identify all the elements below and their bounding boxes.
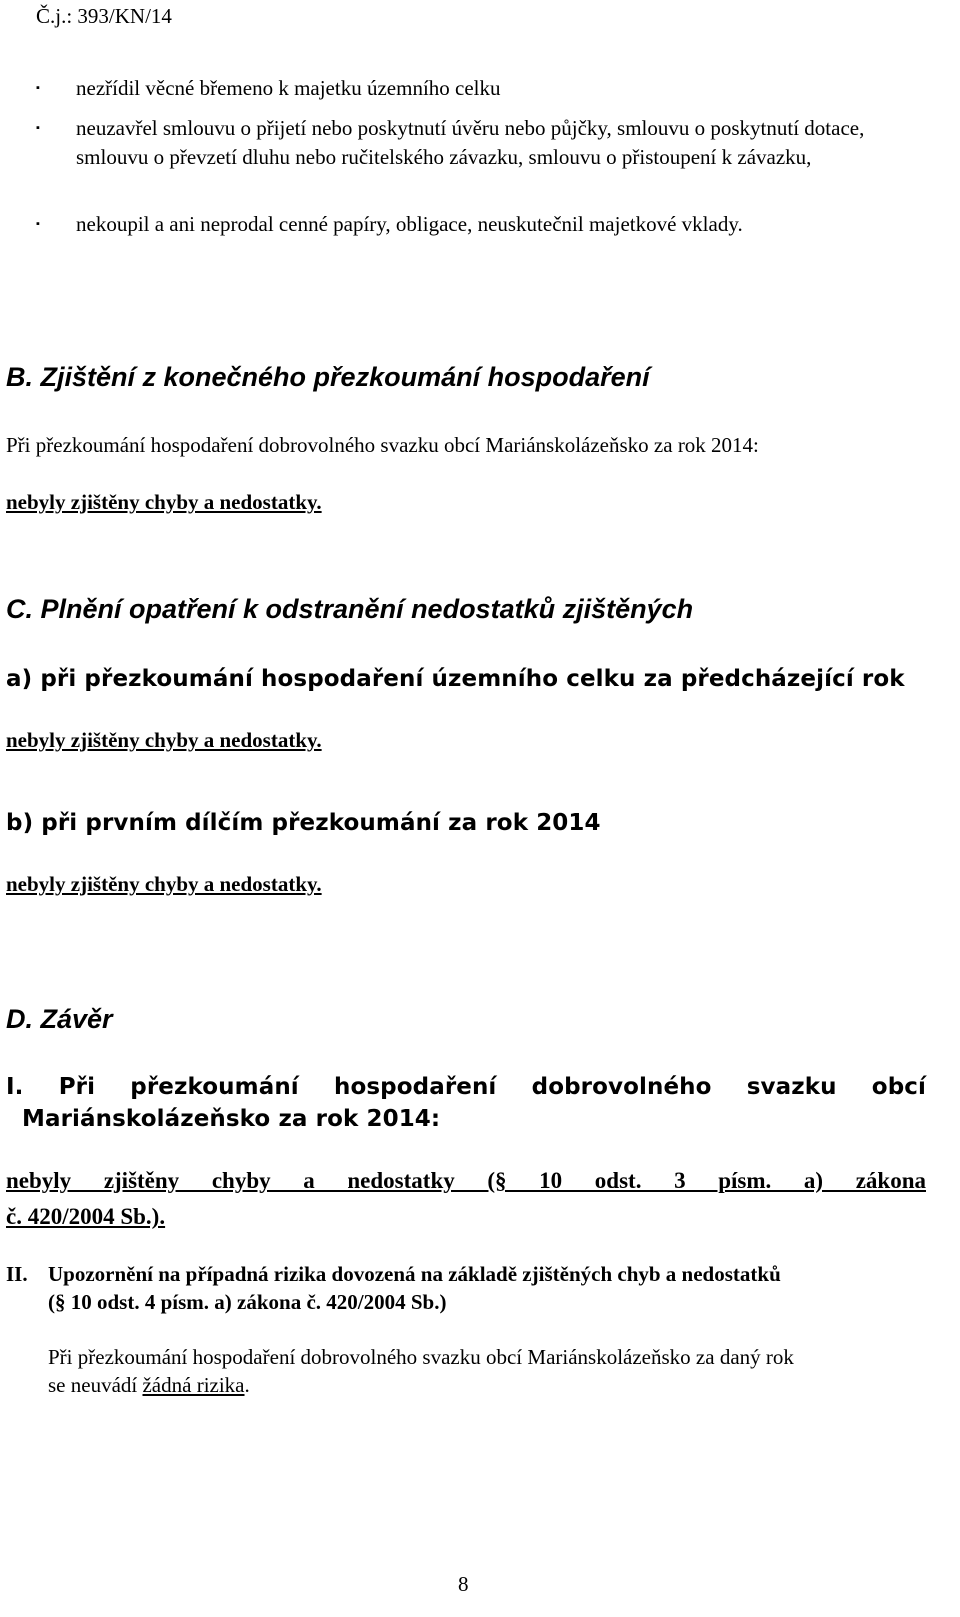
bullet-icon: ▪ bbox=[36, 82, 40, 94]
section-c-sub-b-result: nebyly zjištěny chyby a nedostatky. bbox=[6, 872, 322, 896]
bullet-icon: ▪ bbox=[36, 218, 40, 230]
text-suffix: . bbox=[244, 1373, 250, 1397]
conclusion-point-2-numeral: II. bbox=[6, 1262, 28, 1286]
conclusion-point-2-title-line2: (§ 10 odst. 4 písm. a) zákona č. 420/2004 Sb.) bbox=[48, 1290, 447, 1314]
section-c-sub-b-title: b) při prvním dílčím přezkoumání za rok 2014 bbox=[6, 810, 601, 836]
conclusion-point-1-line1: I. Při přezkoumání hospodaření dobrovolného svazku obcí bbox=[6, 1074, 926, 1100]
conclusion-point-2-text-line2 bbox=[48, 1370, 250, 1400]
no-risks-text: žádná rizika bbox=[142, 1373, 245, 1397]
conclusion-point-1-result-line1: nebyly zjištěny chyby a nedostatky (§ 10 odst. 3 písm. a) zákona bbox=[6, 1168, 926, 1193]
conclusion-point-1-line2: Mariánskolázeňsko za rok 2014: bbox=[22, 1106, 441, 1132]
conclusion-point-1-result-line2: č. 420/2004 Sb.). bbox=[6, 1204, 166, 1229]
section-c-heading: C. Plnění opatření k odstranění nedostatků zjištěných bbox=[6, 594, 694, 624]
list-item bbox=[36, 208, 936, 241]
list-item bbox=[36, 114, 930, 172]
section-b-heading: B. Zjištění z konečného přezkoumání hospodaření bbox=[6, 362, 650, 392]
conclusion-point-2-title-line1: Upozornění na případná rizika dovozená na základě zjištěných chyb a nedostatků bbox=[48, 1262, 781, 1286]
section-b-intro: Při přezkoumání hospodaření dobrovolného svazku obcí Mariánskolázeňsko za rok 2014: bbox=[6, 433, 759, 457]
bullet-icon: ▪ bbox=[36, 122, 40, 134]
section-c-sub-a-result: nebyly zjištěny chyby a nedostatky. bbox=[6, 728, 322, 752]
page-number: 8 bbox=[458, 1572, 469, 1596]
text-prefix: se neuvádí bbox=[48, 1373, 143, 1397]
section-b-result: nebyly zjištěny chyby a nedostatky. bbox=[6, 490, 322, 514]
list-item-text: nezřídil věcné břemeno k majetku územního celku bbox=[76, 76, 501, 100]
list-item bbox=[36, 72, 936, 105]
section-c-sub-a-title: a) při přezkoumání hospodaření územního celku za předcházející rok bbox=[6, 666, 905, 692]
reference-number: Č.j.: 393/KN/14 bbox=[36, 4, 172, 28]
conclusion-point-2-text-line1: Při přezkoumání hospodaření dobrovolného svazku obcí Mariánskolázeňsko za daný rok bbox=[48, 1345, 794, 1369]
section-d-heading: D. Závěr bbox=[6, 1004, 113, 1034]
list-item-text: nekoupil a ani neprodal cenné papíry, obligace, neuskutečnil majetkové vklady. bbox=[76, 212, 743, 236]
list-item-text: neuzavřel smlouvu o přijetí nebo poskytnutí úvěru nebo půjčky, smlouvu o poskytnutí dotace, smlouvu o převzetí dluhu nebo ručitelského závazku, smlouvu o přistoupení k závazku, bbox=[76, 116, 865, 169]
